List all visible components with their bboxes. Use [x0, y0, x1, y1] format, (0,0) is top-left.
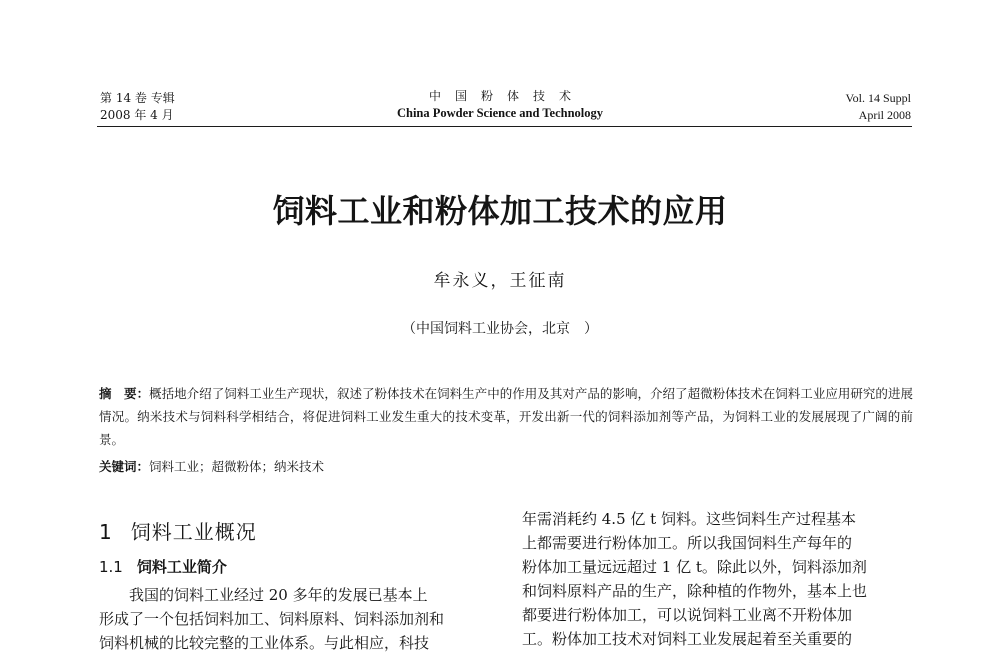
- journal-date-en: April 2008: [858, 108, 911, 122]
- keywords-label: 关键词：: [99, 459, 150, 474]
- abstract-label: 摘 要：: [99, 386, 150, 401]
- keywords-text: 饲料工业；超微粉体；纳米技术: [149, 459, 325, 474]
- section-number: 1: [99, 520, 113, 544]
- paper-authors: 牟永义，王征南: [433, 271, 567, 291]
- header-rule: [97, 126, 912, 127]
- keywords: [99, 457, 324, 477]
- journal-volume-info: [100, 90, 175, 124]
- paper-title: 饲料工业和粉体加工技术的应用: [272, 192, 728, 230]
- body-line: 我国的饲料工业经过 20 多年的发展已基本上: [129, 586, 428, 604]
- body-line: 粉体加工量远远超过 1 亿 t。除此以外，饲料添加剂: [522, 558, 867, 576]
- body-paragraph-left: [99, 583, 494, 655]
- body-line: 饲料机械的比较完整的工业体系。与此相应，科技: [99, 634, 430, 652]
- subsection-title: 饲料工业简介: [136, 558, 227, 576]
- body-line: 和饲料原料产品的生产，除种植的作物外，基本上也: [522, 582, 868, 600]
- body-line: 都要进行粉体加工，可以说饲料工业离不开粉体加: [522, 606, 853, 624]
- abstract: [99, 382, 913, 451]
- body-paragraph-right: [522, 507, 914, 651]
- body-line: 上都需要进行粉体加工。所以我国饲料生产每年的: [522, 534, 853, 552]
- body-line: 年需消耗约 4.5 亿 t 饲料。这些饲料生产过程基本: [522, 510, 856, 528]
- subsection-heading: [99, 555, 494, 579]
- journal-volume-en: Vol. 14 Suppl: [845, 91, 911, 105]
- body-column-right: [522, 507, 914, 651]
- paper-affiliation: （中国饲料工业协会，北京 ）: [402, 321, 598, 337]
- journal-name: [350, 88, 650, 122]
- subsection-number: 1.1: [99, 558, 123, 576]
- body-column-left: [99, 515, 494, 655]
- section-heading: [99, 515, 494, 549]
- journal-volume-info-en: [846, 90, 911, 124]
- body-line: 形成了一个包括饲料加工、饲料原料、饲料添加剂和: [99, 610, 445, 628]
- journal-name-cn: 中国粉体技术: [428, 89, 585, 103]
- journal-name-en: China Powder Science and Technology: [396, 106, 604, 120]
- body-line: 工。粉体加工技术对饲料工业发展起着至关重要的: [522, 630, 853, 648]
- journal-date-cn: 2008 年 4 月: [100, 108, 174, 122]
- journal-volume: 第 14 卷 专辑: [100, 91, 175, 105]
- section-title: 饲料工业概况: [130, 520, 257, 544]
- abstract-text: 概括地介绍了饲料工业生产现状，叙述了粉体技术在饲料生产中的作用及其对产品的影响，介绍了超微粉体技术在饲料工业应用研究的进展情况。纳米技术与饲料科学相结合，将促进饲料工业发生重大的技术变革，开发出新一代的饲料添加剂等产品，为饲料工业的发展展现了广阔的前景。: [99, 386, 913, 447]
